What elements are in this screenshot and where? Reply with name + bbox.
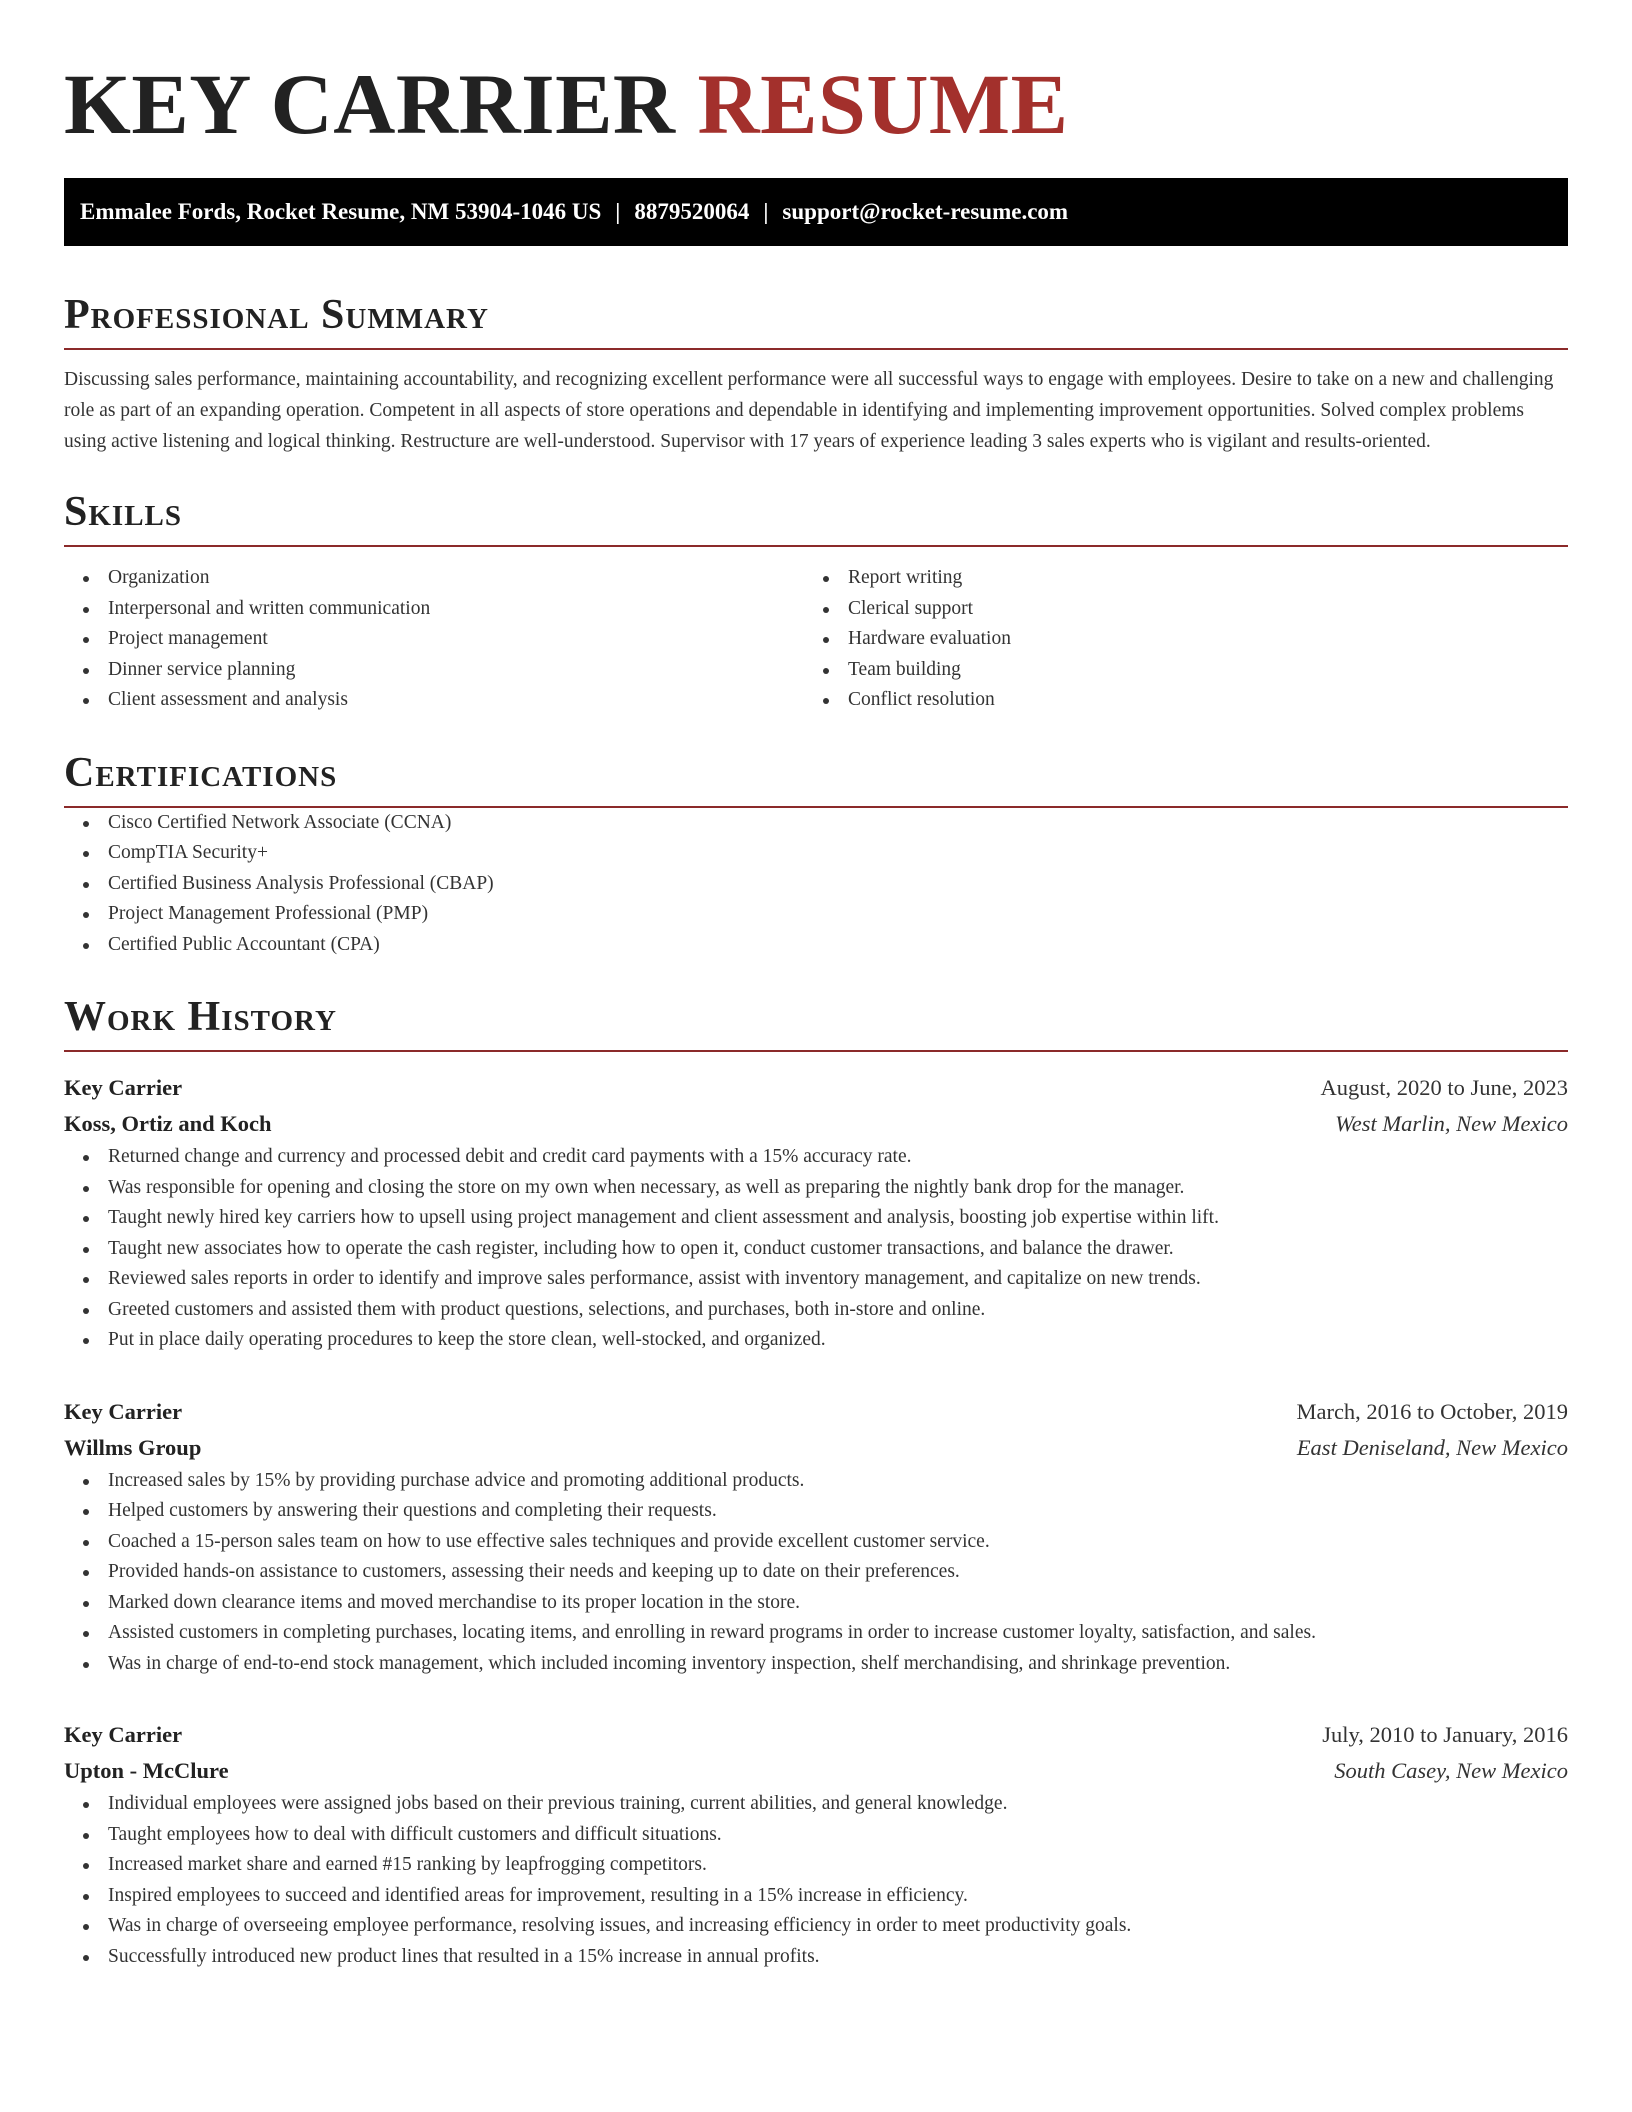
job-duties xyxy=(64,1466,1568,1680)
job-duty: Reviewed sales reports in order to identify and improve sales performance, assist with inventory management, and capitalize on new trends. xyxy=(108,1264,1568,1295)
job-duty: Was in charge of end-to-end stock management, which included incoming inventory inspection, shelf merchandising, and shrinkage prevention. xyxy=(108,1649,1568,1680)
job-duty: Taught new associates how to operate the cash register, including how to open it, conduct customer transactions, and balance the drawer. xyxy=(108,1234,1568,1265)
job-entry xyxy=(64,1394,1568,1680)
title-main: KEY CARRIER xyxy=(64,56,676,152)
certifications-list xyxy=(64,808,1568,961)
contact-separator: | xyxy=(763,199,769,224)
job-dates: July, 2010 to January, 2016 xyxy=(1322,1722,1568,1747)
skill-item: Interpersonal and written communication xyxy=(108,594,804,625)
contact-email[interactable]: support@rocket-resume.com xyxy=(782,199,1069,224)
job-title: Key Carrier xyxy=(64,1398,183,1424)
job-dates: August, 2020 to June, 2023 xyxy=(1320,1075,1568,1100)
skills-column-left xyxy=(64,563,804,716)
contact-address: Emmalee Fords, Rocket Resume, NM 53904-1046 US xyxy=(80,199,602,224)
job-company: Willms Group xyxy=(64,1434,202,1460)
summary-text: Discussing sales performance, maintaining accountability, and recognizing excellent performance were all successful ways to engage with employees. Desire to take on a new and challenging role as part of an expanding operation. Competent in all aspects of store operations and dependable in identifying and implementing improvement opportunities. Solved complex problems using active listening and logical thinking. Restructure are well-understood. Supervisor with 17 years of experience leading 3 sales experts who is vigilant and results-oriented. xyxy=(64,369,1554,452)
certification-item: Project Management Professional (PMP) xyxy=(108,899,1568,930)
job-location: West Marlin, New Mexico xyxy=(1335,1111,1568,1136)
job-duties xyxy=(64,1789,1568,1972)
job-duty: Helped customers by answering their questions and completing their requests. xyxy=(108,1496,1568,1527)
job-duties xyxy=(64,1142,1568,1356)
skill-item: Client assessment and analysis xyxy=(108,685,804,716)
certification-item: CompTIA Security+ xyxy=(108,838,1568,869)
job-duty: Marked down clearance items and moved merchandise to its proper location in the store. xyxy=(108,1588,1568,1619)
skill-item: Dinner service planning xyxy=(108,655,804,686)
job-duty: Returned change and currency and processed debit and credit card payments with a 15% accuracy rate. xyxy=(108,1142,1568,1173)
title-accent: RESUME xyxy=(697,56,1069,152)
skill-item: Clerical support xyxy=(848,594,1544,625)
skill-item: Organization xyxy=(108,563,804,594)
summary-heading: Professional Summary xyxy=(64,290,1568,350)
skills-heading: Skills xyxy=(64,487,1568,547)
skills-list xyxy=(64,563,1568,716)
work-history-heading: Work History xyxy=(64,992,1568,1052)
job-duty: Successfully introduced new product lines that resulted in a 15% increase in annual profits. xyxy=(108,1942,1568,1973)
job-dates: March, 2016 to October, 2019 xyxy=(1296,1398,1568,1424)
job-duty: Inspired employees to succeed and identified areas for improvement, resulting in a 15% increase in efficiency. xyxy=(108,1881,1568,1912)
job-entry xyxy=(64,1717,1568,1972)
contact-separator: | xyxy=(615,199,621,224)
job-duty: Coached a 15-person sales team on how to use effective sales techniques and provide excellent customer service. xyxy=(108,1527,1568,1558)
job-duty: Individual employees were assigned jobs based on their previous training, current abilities, and general knowledge. xyxy=(108,1789,1568,1820)
certifications-heading: Certifications xyxy=(64,748,1568,808)
job-title: Key Carrier xyxy=(64,1075,183,1100)
skill-item: Project management xyxy=(108,624,804,655)
job-duty: Assisted customers in completing purchases, locating items, and enrolling in reward programs in order to increase customer loyalty, satisfaction, and sales. xyxy=(108,1618,1568,1649)
job-title: Key Carrier xyxy=(64,1722,183,1747)
job-entry xyxy=(64,1070,1568,1356)
job-location: East Deniseland, New Mexico xyxy=(1296,1434,1568,1460)
job-company: Koss, Ortiz and Koch xyxy=(64,1111,272,1136)
resume-title xyxy=(64,0,1568,150)
skills-column-right xyxy=(804,563,1544,716)
job-location: South Casey, New Mexico xyxy=(1334,1758,1568,1783)
certification-item: Certified Public Accountant (CPA) xyxy=(108,930,1568,961)
job-duty: Was in charge of overseeing employee performance, resolving issues, and increasing efficiency in order to meet productivity goals. xyxy=(108,1911,1568,1942)
job-duty: Provided hands-on assistance to customers, assessing their needs and keeping up to date on their preferences. xyxy=(108,1557,1568,1588)
job-duty: Was responsible for opening and closing the store on my own when necessary, as well as preparing the nightly bank drop for the manager. xyxy=(108,1173,1568,1204)
skill-item: Hardware evaluation xyxy=(848,624,1544,655)
skill-item: Conflict resolution xyxy=(848,685,1544,716)
job-duty: Taught employees how to deal with difficult customers and difficult situations. xyxy=(108,1820,1568,1851)
contact-phone[interactable]: 8879520064 xyxy=(634,199,750,224)
job-duty: Put in place daily operating procedures to keep the store clean, well-stocked, and organized. xyxy=(108,1325,1568,1356)
certification-item: Cisco Certified Network Associate (CCNA) xyxy=(108,808,1568,839)
job-company: Upton - McClure xyxy=(64,1758,229,1783)
job-duty: Taught newly hired key carriers how to upsell using project management and client assessment and analysis, boosting job expertise within lift. xyxy=(108,1203,1568,1234)
contact-bar xyxy=(64,178,1568,246)
certification-item: Certified Business Analysis Professional (CBAP) xyxy=(108,869,1568,900)
skill-item: Report writing xyxy=(848,563,1544,594)
job-duty: Increased market share and earned #15 ranking by leapfrogging competitors. xyxy=(108,1850,1568,1881)
job-duty: Greeted customers and assisted them with product questions, selections, and purchases, both in-store and online. xyxy=(108,1295,1568,1326)
job-duty: Increased sales by 15% by providing purchase advice and promoting additional products. xyxy=(108,1466,1568,1497)
skill-item: Team building xyxy=(848,655,1544,686)
